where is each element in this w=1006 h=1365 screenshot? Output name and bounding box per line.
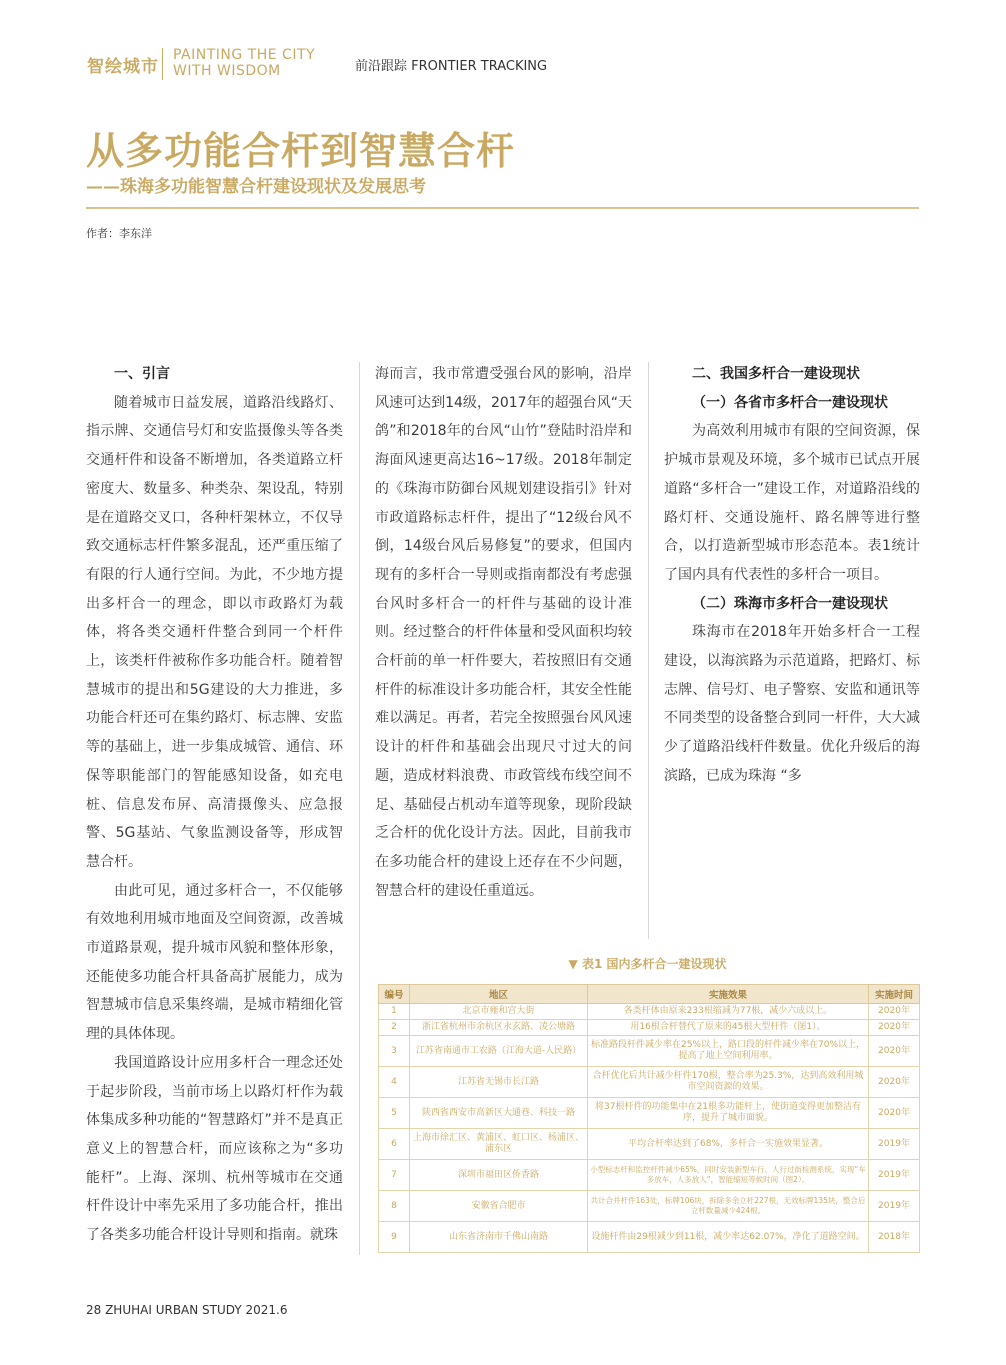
cell-region: 山东省济南市千佛山南路 bbox=[410, 1222, 588, 1253]
cell-year: 2018年 bbox=[869, 1222, 920, 1253]
table-row bbox=[379, 1160, 920, 1191]
title-rule bbox=[86, 207, 919, 209]
cell-year: 2020年 bbox=[869, 1067, 920, 1098]
cell-effect: 合杆优化后共计减少杆件170根，整合率为25.3%，达到高效利用城市空间资源的效果。 bbox=[588, 1067, 869, 1098]
cell-effect: 将37根杆件的功能集中在21根多功能杆上，使街道变得更加整洁有序，提升了城市面貌。 bbox=[588, 1098, 869, 1129]
table-row bbox=[379, 1067, 920, 1098]
cell-region: 深圳市福田区侨香路 bbox=[410, 1160, 588, 1191]
paragraph: 为高效利用城市有限的空间资源，保护城市景观及环境，多个城市已试点开展道路“多杆合一”建设工作，对道路沿线的路灯杆、交通设施杆、路名牌等进行整合，以打造新型城市形态范本。表1统计了国内具有代表性的多杆合一项目。 bbox=[664, 423, 920, 583]
page-footer: 28 ZHUHAI URBAN STUDY 2021.6 bbox=[86, 1303, 288, 1317]
cell-region: 陕西省西安市高新区大通巷、科技一路 bbox=[410, 1098, 588, 1129]
paragraph-continued: 海而言，我市常遭受强台风的影响，沿岸风速可达到14级，2017年的超强台风“天鸽”和2018年的台风“山竹”登陆时沿岸和海面风速更高达16~17级。2018年制定的《珠海市防御台风规划建设指引》针对市政道路标志杆件，提出了“12级台风不倒，14级台风后易修复”的要求，但国内现有的多杆合一导则或指南都没有考虑强台风时多杆合一的杆件与基础的设计准则。经过整合的杆件体量和受风面积均较合杆前的单一杆件要大，若按照旧有交通杆件的标准设计多功能合杆，其安全性能难以满足。再者，若完全按照强台风风速设计的杆件和基础会出现尺寸过大的问题，造成材料浪费、市政管线布线空间不足、基础侵占机动车道等现象，现阶段缺乏合杆的优化设计方法。因此，目前我市在多功能合杆的建设上还存在不少问题，智慧合杆的建设任重道远。 bbox=[375, 366, 632, 899]
text-column-2 bbox=[375, 360, 632, 905]
table-row bbox=[379, 1222, 920, 1253]
cell-year: 2019年 bbox=[869, 1191, 920, 1222]
cell-region: 北京市雍和宫大街 bbox=[410, 1004, 588, 1020]
column-divider bbox=[359, 362, 360, 1255]
author-line: 作者：李东洋 bbox=[86, 227, 152, 240]
paragraph: 我国道路设计应用多杆合一理念还处于起步阶段，当前市场上以路灯杆作为载体集成多种功能的“智慧路灯”并不是真正意义上的智慧合杆，而应该称之为“多功能杆”。上海、深圳、杭州等城市在交通杆件设计中率先采用了多功能合杆，推出了各类多功能合杆设计导则和指南。就珠 bbox=[86, 1054, 343, 1244]
table-row bbox=[379, 1191, 920, 1222]
cell-effect: 共计合并杆件163处，标牌106块，拆除多余立杆227根，无效标牌135块，整合后立杆数量减少424根。 bbox=[588, 1191, 869, 1222]
cell-effect: 标准路段杆件减少率在25%以上，路口段的杆件减少率在70%以上，提高了地上空间利用率。 bbox=[588, 1036, 869, 1067]
table-header-row bbox=[379, 985, 920, 1004]
cell-number: 9 bbox=[379, 1222, 410, 1253]
heading-national-status: 二、我国多杆合一建设现状 bbox=[692, 366, 860, 382]
article-title: 从多功能合杆到智慧合杆 bbox=[86, 129, 516, 173]
cell-number: 6 bbox=[379, 1129, 410, 1160]
cell-effect: 用16根合杆替代了原来的45根大型杆件（图1）。 bbox=[588, 1020, 869, 1036]
text-column-3 bbox=[664, 360, 920, 791]
cell-region: 浙江省杭州市余杭区永玄路、凌公塘路 bbox=[410, 1020, 588, 1036]
header-cell: 地区 bbox=[410, 985, 588, 1004]
heading-introduction: 一、引言 bbox=[114, 366, 170, 382]
table-caption: ▼ 表1 国内多杆合一建设现状 bbox=[568, 957, 727, 971]
cell-region: 江苏省南通市工农路（江海大道-人民路） bbox=[410, 1036, 588, 1067]
cell-region: 安徽省合肥市 bbox=[410, 1191, 588, 1222]
cell-year: 2020年 bbox=[869, 1098, 920, 1129]
paragraph: 随着城市日益发展，道路沿线路灯、指示牌、交通信号灯和安监摄像头等各类交通杆件和设备不断增加，各类道路立杆密度大、数量多、种类杂、架设乱，特别是在道路交叉口，各种杆架林立，不仅导致交通标志杆件繁多混乱，还严重压缩了有限的行人通行空间。为此，不少地方提出多杆合一的理念，即以市政路灯为载体，将各类交通杆件整合到同一个杆件上，该类杆件被称作多功能合杆。随着智慧城市的提出和5G建设的大力推进，多功能合杆还可在集约路灯、标志牌、安监等的基础上，进一步集成城管、通信、环保等职能部门的智能感知设备，如充电桩、信息发布屏、高清摄像头、应急报警、5G基站、气象监测设备等，形成智慧合杆。 bbox=[86, 394, 343, 870]
header-cell: 实施时间 bbox=[869, 985, 920, 1004]
cell-effect: 平均合杆率达到了68%，多杆合一实施效果显著。 bbox=[588, 1129, 869, 1160]
table-row bbox=[379, 1098, 920, 1129]
article-subtitle: ——珠海多功能智慧合杆建设现状及发展思考 bbox=[86, 177, 426, 197]
cell-year: 2020年 bbox=[869, 1036, 920, 1067]
header-divider bbox=[162, 48, 163, 80]
section-name-en-line2: WITH WISDOM bbox=[173, 63, 281, 79]
cell-year: 2020年 bbox=[869, 1020, 920, 1036]
heading-provincial-status: （一）各省市多杆合一建设现状 bbox=[692, 394, 888, 411]
table-row bbox=[379, 1036, 920, 1067]
cell-year: 2019年 bbox=[869, 1129, 920, 1160]
cell-year: 2019年 bbox=[869, 1160, 920, 1191]
header-cell: 实施效果 bbox=[588, 985, 869, 1004]
cell-effect: 各类杆体由原来233根缩减为77根，减少六成以上。 bbox=[588, 1004, 869, 1020]
cell-number: 2 bbox=[379, 1020, 410, 1036]
cell-year: 2020年 bbox=[869, 1004, 920, 1020]
heading-zhuhai-status: （二）珠海市多杆合一建设现状 bbox=[692, 595, 888, 612]
paragraph: 由此可见，通过多杆合一，不仅能够有效地利用城市地面及空间资源，改善城市道路景观，提升城市风貌和整体形象，还能使多功能合杆具备高扩展能力，成为智慧城市信息采集终端，是城市精细化管理的具体体现。 bbox=[86, 882, 343, 1043]
table-row bbox=[379, 1020, 920, 1036]
cell-number: 4 bbox=[379, 1067, 410, 1098]
data-table bbox=[378, 984, 920, 1253]
cell-number: 8 bbox=[379, 1191, 410, 1222]
text-column-1 bbox=[86, 360, 343, 1250]
cell-effect: 小型标志杆和监控杆件减少65%，同时安装新型车行、人行过街检测系统，实现“车多放车，人多放人”，智能缩短等候时间（图2）。 bbox=[588, 1160, 869, 1191]
cell-number: 3 bbox=[379, 1036, 410, 1067]
paragraph: 珠海市在2018年开始多杆合一工程建设，以海滨路为示范道路，把路灯、标志牌、信号灯、电子警察、安监和通讯等不同类型的设备整合到同一杆件，大大减少了道路沿线杆件数量。优化升级后的海滨路，已成为珠海 “多 bbox=[664, 624, 920, 784]
column-divider bbox=[648, 362, 649, 939]
table-row bbox=[379, 1129, 920, 1160]
section-name-en-line1: PAINTING THE CITY bbox=[173, 47, 316, 63]
cell-region: 上海市徐汇区、黄浦区、虹口区、杨浦区、浦东区 bbox=[410, 1129, 588, 1160]
header-cell: 编号 bbox=[379, 985, 410, 1004]
cell-number: 1 bbox=[379, 1004, 410, 1020]
column-name: 前沿跟踪 FRONTIER TRACKING bbox=[355, 59, 548, 74]
section-name-cn: 智绘城市 bbox=[87, 57, 159, 77]
cell-effect: 设施杆件由29根减少到11根，减少率达62.07%，净化了道路空间。 bbox=[588, 1222, 869, 1253]
table-row bbox=[379, 1004, 920, 1020]
cell-region: 江苏省无锡市长江路 bbox=[410, 1067, 588, 1098]
cell-number: 7 bbox=[379, 1160, 410, 1191]
cell-number: 5 bbox=[379, 1098, 410, 1129]
